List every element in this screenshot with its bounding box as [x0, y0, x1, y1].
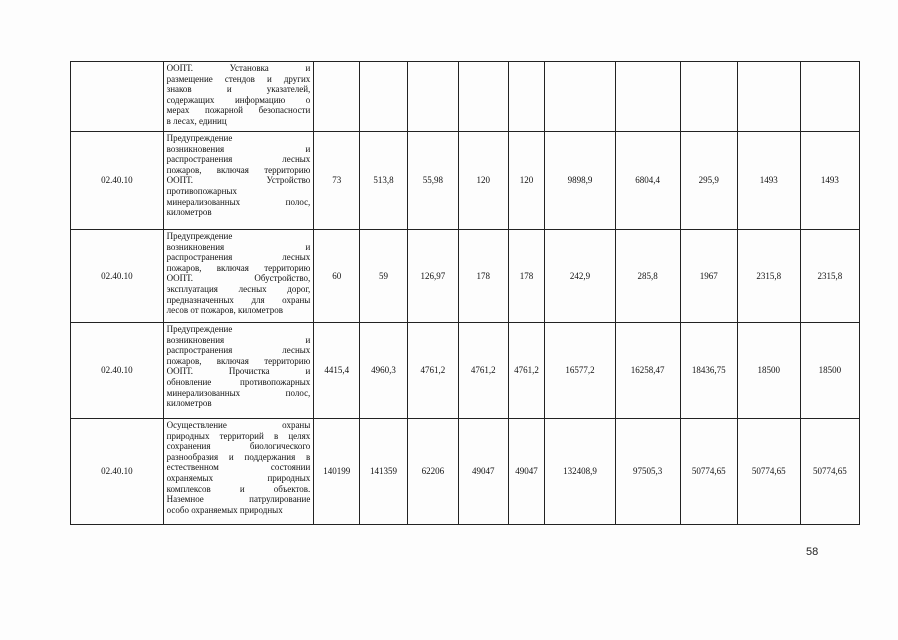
table-body	[71, 62, 860, 525]
value-cell	[458, 62, 508, 132]
table-row	[71, 132, 860, 230]
value-cell	[615, 62, 680, 132]
value-cell	[314, 62, 360, 132]
value-cell: 1493	[800, 132, 859, 230]
description-line: обновление противопожарных	[166, 376, 311, 387]
row-code	[71, 62, 164, 132]
description-line: особо охраняемых природных	[166, 504, 283, 515]
value-cell	[800, 62, 859, 132]
value-cell: 50774,65	[680, 419, 737, 525]
table-row	[71, 419, 860, 525]
value-cell: 120	[508, 132, 545, 230]
value-cell: 242,9	[545, 230, 615, 323]
table-row	[71, 323, 860, 419]
description-line: Предупреждение	[166, 231, 233, 241]
description-line: распространения лесных	[166, 345, 311, 356]
description-line: пожаров, включая территорию	[166, 164, 311, 175]
description-line: разнообразия и поддержания в	[166, 451, 311, 462]
row-code: 02.40.10	[71, 419, 164, 525]
value-cell: 4960,3	[360, 323, 408, 419]
value-cell: 16258,47	[615, 323, 680, 419]
value-cell: 16577,2	[545, 323, 615, 419]
row-code: 02.40.10	[71, 230, 164, 323]
description-line: лесов от пожаров, километров	[166, 305, 283, 316]
row-description	[163, 230, 314, 323]
description-line: километров	[166, 398, 212, 409]
row-code: 02.40.10	[71, 323, 164, 419]
value-cell: 513,8	[360, 132, 408, 230]
value-cell	[545, 62, 615, 132]
value-cell: 73	[314, 132, 360, 230]
description-line: Предупреждение	[166, 324, 233, 334]
table-row	[71, 230, 860, 323]
row-description	[163, 132, 314, 230]
description-line: ООПТ. Установка и	[166, 63, 311, 73]
description-line: пожаров, включая территорию	[166, 355, 311, 366]
value-cell: 132408,9	[545, 419, 615, 525]
value-cell: 140199	[314, 419, 360, 525]
description-line: противопожарных	[166, 185, 237, 196]
value-cell: 50774,65	[737, 419, 800, 525]
value-cell: 1967	[680, 230, 737, 323]
value-cell: 60	[314, 230, 360, 323]
value-cell: 4761,2	[407, 323, 458, 419]
row-description	[163, 62, 314, 132]
description-line: километров	[166, 207, 212, 218]
description-line: ООПТ. Устройство	[166, 175, 311, 186]
row-description	[163, 419, 314, 525]
value-cell: 62206	[407, 419, 458, 525]
value-cell: 141359	[360, 419, 408, 525]
value-cell: 2315,8	[800, 230, 859, 323]
description-line: сохранения биологического	[166, 441, 311, 452]
value-cell: 178	[508, 230, 545, 323]
value-cell: 1493	[737, 132, 800, 230]
description-line: комплексов и объектов.	[166, 483, 311, 494]
value-cell: 18500	[737, 323, 800, 419]
value-cell: 4761,2	[508, 323, 545, 419]
value-cell: 49047	[458, 419, 508, 525]
value-cell: 55,98	[407, 132, 458, 230]
value-cell: 59	[360, 230, 408, 323]
row-code: 02.40.10	[71, 132, 164, 230]
value-cell	[508, 62, 545, 132]
description-line: размещение стендов и других	[166, 73, 311, 84]
description-line: распространения лесных	[166, 154, 311, 165]
description-line: Осуществление охраны	[166, 420, 311, 430]
description-line: мерах пожарной безопасности	[166, 105, 311, 116]
value-cell: 6804,4	[615, 132, 680, 230]
value-cell: 178	[458, 230, 508, 323]
description-line: пожаров, включая территорию	[166, 262, 311, 273]
description-line: предназначенных для охраны	[166, 294, 311, 305]
value-cell: 50774,65	[800, 419, 859, 525]
value-cell: 9898,9	[545, 132, 615, 230]
value-cell: 49047	[508, 419, 545, 525]
value-cell: 97505,3	[615, 419, 680, 525]
description-line: эксплуатация лесных дорог,	[166, 283, 311, 294]
description-line: в лесах, единиц	[166, 115, 227, 126]
value-cell: 2315,8	[737, 230, 800, 323]
value-cell: 18436,75	[680, 323, 737, 419]
value-cell: 4415,4	[314, 323, 360, 419]
description-line: знаков и указателей,	[166, 84, 311, 95]
value-cell: 295,9	[680, 132, 737, 230]
description-line: природных территорий в целях	[166, 430, 311, 441]
value-cell	[360, 62, 408, 132]
description-line: ООПТ. Обустройство,	[166, 273, 311, 284]
page-number: 58	[806, 546, 819, 558]
table-row	[71, 62, 860, 132]
description-line: естественном состоянии	[166, 462, 311, 473]
description-line: Предупреждение	[166, 133, 233, 143]
description-line: ООПТ. Прочистка и	[166, 366, 311, 377]
description-line: возникновения и	[166, 241, 311, 252]
value-cell: 285,8	[615, 230, 680, 323]
value-cell: 18500	[800, 323, 859, 419]
value-cell: 126,97	[407, 230, 458, 323]
description-line: охраняемых природных	[166, 472, 311, 483]
value-cell	[680, 62, 737, 132]
description-line: минерализованных полос,	[166, 196, 311, 207]
value-cell: 4761,2	[458, 323, 508, 419]
description-line: распространения лесных	[166, 252, 311, 263]
row-description	[163, 323, 314, 419]
description-line: Наземное патрулирование	[166, 494, 311, 505]
value-cell	[737, 62, 800, 132]
value-cell	[407, 62, 458, 132]
description-line: содержащих информацию о	[166, 94, 311, 105]
data-table	[70, 61, 860, 525]
description-line: возникновения и	[166, 334, 311, 345]
description-line: возникновения и	[166, 143, 311, 154]
value-cell: 120	[458, 132, 508, 230]
description-line: минерализованных полос,	[166, 387, 311, 398]
